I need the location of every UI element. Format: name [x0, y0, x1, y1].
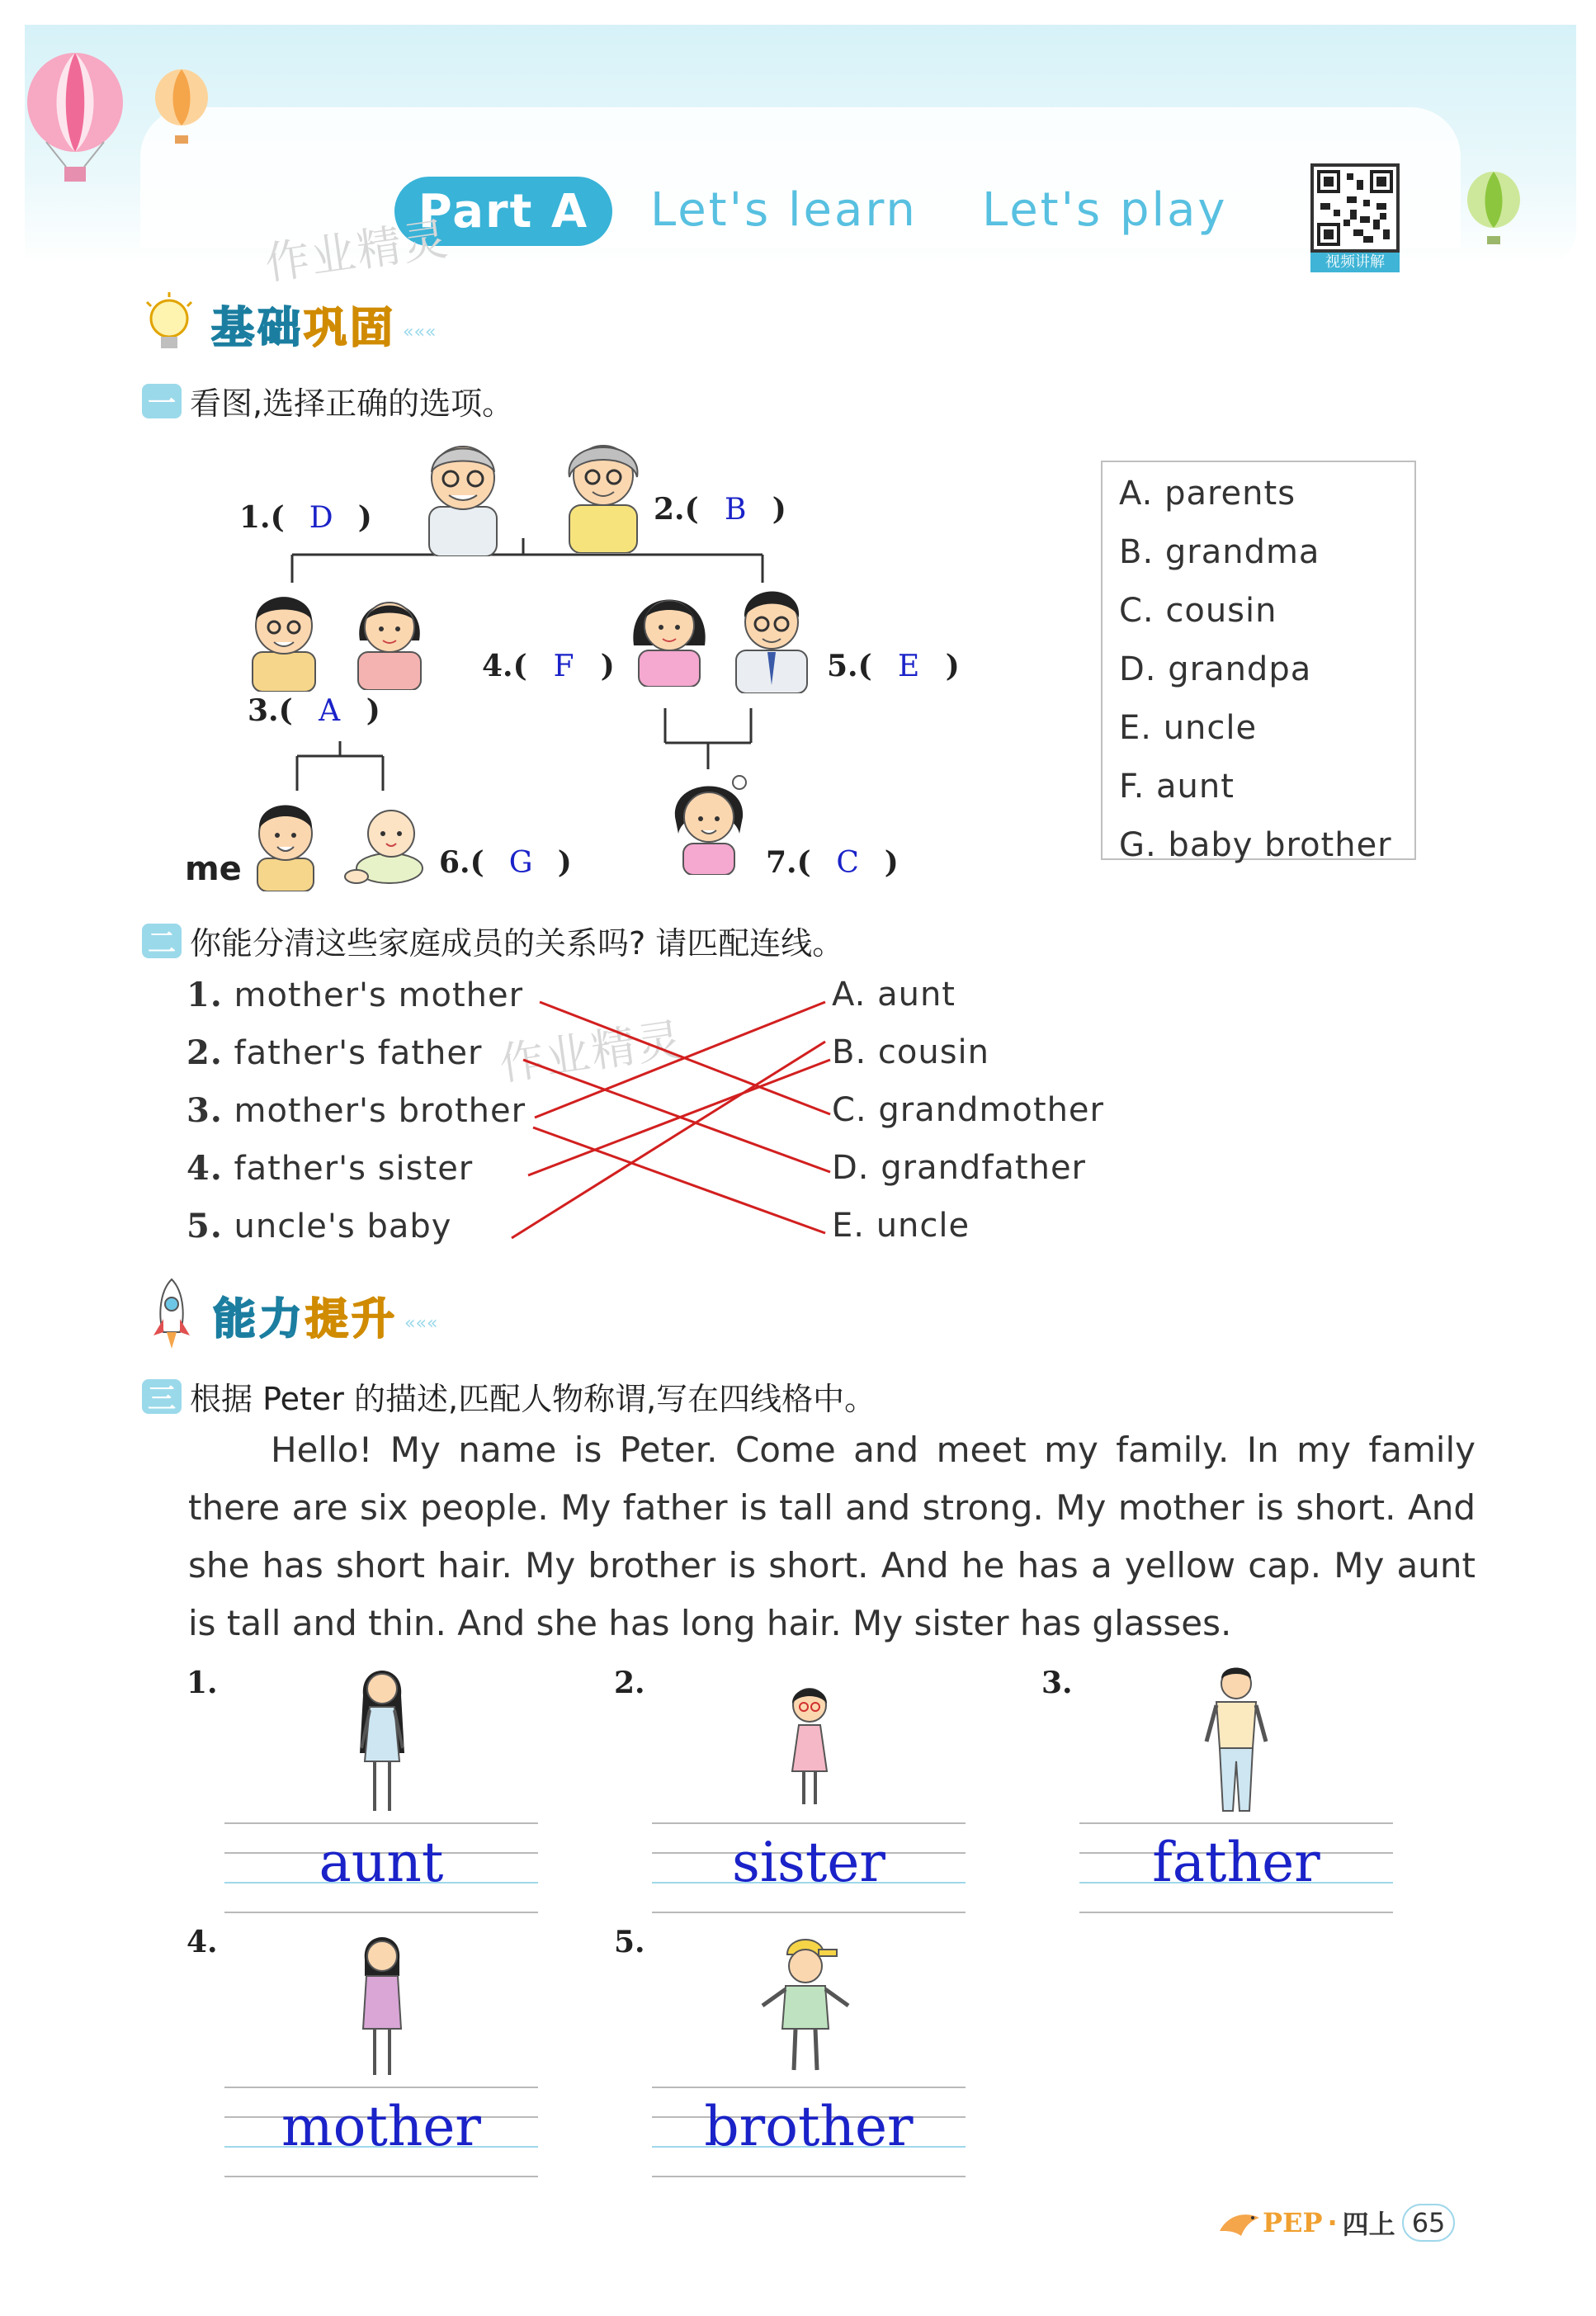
short-hair-woman-figure: [345, 1926, 419, 2083]
watermark: 作业精灵: [496, 1013, 687, 1091]
q2-left-item[interactable]: 1. mother's mother: [187, 976, 524, 1014]
q3-item-number: 3.: [1041, 1666, 1073, 1700]
q3-writing-lines-3[interactable]: [1079, 1822, 1393, 1913]
q2-left-item[interactable]: 3. mother's brother: [187, 1091, 526, 1130]
qr-caption: 视频讲解: [1310, 253, 1400, 272]
q3-answer-word: father: [1152, 1831, 1320, 1894]
section-basic-title: 基础巩固: [211, 303, 397, 353]
q1-option: A. parents: [1119, 475, 1296, 513]
q2-instruction: 你能分清这些家庭成员的关系吗? 请匹配连线。: [190, 925, 844, 962]
q1-option: F. aunt: [1119, 768, 1235, 806]
q2-right-item[interactable]: A. aunt: [832, 976, 956, 1014]
page-footer: [1216, 2204, 1455, 2242]
chevrons-decor: «««: [404, 1312, 438, 1334]
q1-instruction: 看图,选择正确的选项。: [190, 385, 514, 422]
q1-option: C. cousin: [1119, 592, 1277, 630]
q3-answer-word: brother: [704, 2095, 914, 2158]
q1-option: G. baby brother: [1119, 826, 1392, 864]
q3-instruction: 根据 Peter 的描述,匹配人物称谓,写在四线格中。: [190, 1381, 876, 1417]
q1-blank-1[interactable]: 1.( D ): [239, 500, 372, 535]
bird-icon: [1216, 2206, 1263, 2239]
q1-blank-2[interactable]: 2.( B ): [654, 492, 786, 527]
q3-writing-lines-1[interactable]: [224, 1822, 538, 1913]
match-line: [512, 1042, 825, 1238]
boy-with-yellow-cap-figure: [748, 1930, 863, 2078]
q2-left-item[interactable]: 2. father's father: [187, 1033, 483, 1072]
q2-left-item[interactable]: 5. uncle's baby: [187, 1207, 452, 1245]
girl-with-glasses-figure: [781, 1680, 838, 1813]
match-line: [533, 1127, 825, 1233]
q1-blank-5[interactable]: 5.( E ): [827, 649, 960, 683]
q1-blank-3[interactable]: 3.( A ): [248, 693, 380, 728]
q1-option: E. uncle: [1119, 709, 1258, 747]
part-badge: Part A: [394, 177, 612, 246]
q3-answer-word: mother: [281, 2095, 481, 2158]
q2-number: 二: [142, 924, 182, 958]
section-improve-head: [147, 1278, 437, 1352]
footer-grade: 四上: [1342, 2209, 1395, 2240]
section-improve-title: 能力提升: [213, 1294, 399, 1345]
q2-right-item[interactable]: D. grandfather: [832, 1149, 1087, 1187]
chevrons-decor: «««: [403, 321, 437, 343]
q3-number: 三: [142, 1379, 182, 1414]
q3-item-number: 1.: [187, 1666, 218, 1700]
tall-thin-woman-figure: [345, 1662, 419, 1819]
q1-number: 一: [142, 384, 182, 418]
q3-item-number: 4.: [187, 1925, 218, 1959]
watermark: 作业精灵: [262, 212, 452, 291]
footer-dot: ·: [1327, 2207, 1338, 2238]
q2-left-item[interactable]: 4. father's sister: [187, 1149, 474, 1188]
q1-option: B. grandma: [1119, 533, 1320, 571]
q2-right-item[interactable]: B. cousin: [832, 1033, 989, 1071]
page-number: 65: [1402, 2204, 1456, 2242]
q3-answer-word: aunt: [319, 1831, 444, 1894]
q3-item-number: 5.: [614, 1925, 645, 1959]
header-title-learn: Let's learn: [650, 183, 918, 237]
tall-strong-man-figure: [1195, 1662, 1277, 1819]
match-line: [535, 1002, 825, 1118]
q3-writing-lines-2[interactable]: [652, 1822, 966, 1913]
q1-blank-7[interactable]: 7.( C ): [766, 845, 899, 880]
q2-right-item[interactable]: C. grandmother: [832, 1091, 1104, 1129]
footer-brand: PEP: [1263, 2207, 1323, 2238]
q1-blank-6[interactable]: 6.( G ): [439, 845, 572, 880]
q3-writing-lines-5[interactable]: [652, 2087, 966, 2177]
q3-passage: Hello! My name is Peter. Come and meet my family. In my family there are six people. My father is tall and strong. My mother is short. And she has short hair. My brother is short. And he has a yellow cap. My aunt is tall and thin. And she has long hair. My sister has glasses.: [188, 1430, 1476, 1643]
me-label: me: [185, 850, 242, 888]
q3-heading: [142, 1373, 876, 1419]
q1-blank-4[interactable]: 4.( F ): [482, 649, 615, 683]
q3-writing-lines-4[interactable]: [224, 2087, 538, 2177]
header-title-play: Let's play: [982, 183, 1228, 237]
q2-right-item[interactable]: E. uncle: [832, 1207, 970, 1245]
q3-item-number: 2.: [614, 1666, 645, 1700]
q3-answer-word: sister: [732, 1831, 885, 1894]
rocket-icon: [147, 1278, 196, 1352]
q1-option: D. grandpa: [1119, 650, 1312, 688]
